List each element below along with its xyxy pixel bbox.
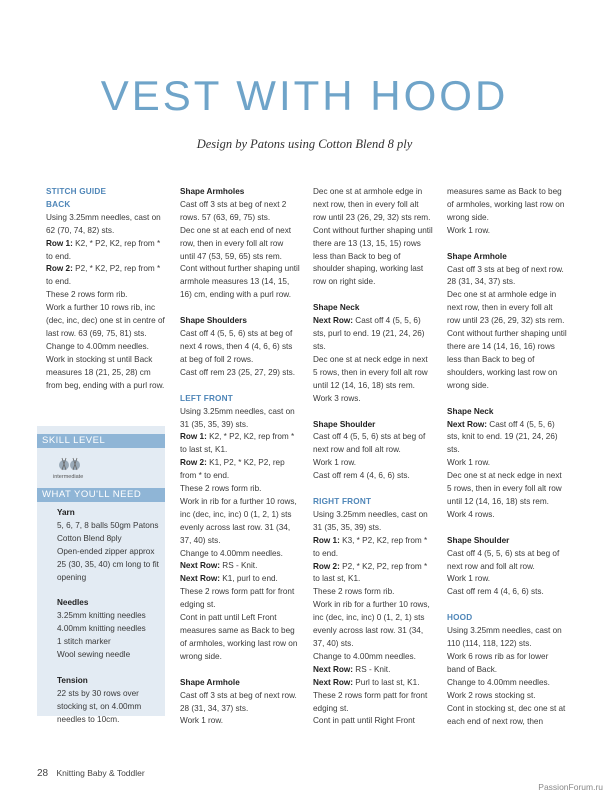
skill-value: intermediate [53,474,84,480]
row-instruction [313,561,433,587]
paragraph: Dec one st at neck edge in next 5 rows, then in every foll alt row until 12 (14, 16, 18) sts rem. [313,354,428,390]
row-instruction [313,677,433,690]
paragraph: Work in stocking st until Back measures 18 (21, 25, 28) cm from beg, ending with a purl row. [46,354,165,390]
section-heading: Shape Shoulder [447,535,510,545]
row-instruction [180,431,300,457]
right-front-heading: RIGHT FRONT [313,497,372,507]
paragraph: Cast off 3 sts at beg of next row. 28 (31, 34, 37) sts. [447,264,564,287]
paragraph: Cont without further shaping until there are 13 (13, 15, 15) rows less than Back to beg of shoulder shaping, working last row on right side. [313,225,433,287]
paragraph: These 2 rows form rib. [313,587,395,597]
paragraph: Change to 4.00mm needles. [447,677,550,687]
paragraph: Cast off 4 (5, 5, 6) sts at beg of next row and foll alt row. [447,548,560,571]
needles-item: 4.00mm knitting needles [57,624,146,634]
paragraph: Work 6 rows rib as for lower band of Back. [447,652,549,674]
page-subtitle: Design by Patons using Cotton Blend 8 ply [196,137,413,151]
row-label: Row 1: [46,238,73,248]
section-heading: Shape Neck [313,303,360,313]
needles-item: 1 stitch marker [57,637,111,647]
tension-text: 22 sts by 30 rows over stocking st, on 4.00mm needles to 10cm. [57,688,142,724]
section-heading: Shape Armhole [180,677,240,687]
row-label: Row 1: [180,432,207,442]
row-instruction [180,457,300,483]
paragraph: Work in rib for a further 10 rows, inc (dec, inc, inc) 0 (1, 2, 1) sts evenly across last row. 31 (34, 37, 40) sts. [180,496,297,545]
row-text: Cast off 4 (5, 5, 6) sts, purl to end. 19 (21, 24, 26) sts. [313,316,425,351]
paragraph: Work 2 rows stocking st. [447,690,536,700]
skill-level-band: SKILL LEVEL [37,434,165,448]
paragraph: Work 1 row. [447,225,491,235]
column-4 [447,186,567,728]
paragraph: Using 3.25mm needles, cast on 31 (35, 35, 39) sts. [180,406,295,429]
section-heading: Shape Shoulders [180,316,247,326]
paragraph: These 2 rows form patt for front edging st. [180,587,295,610]
row-text: K1, P2, * K2, P2, rep from * to end. [180,458,285,481]
page-number: 28 [37,768,49,779]
row-instruction [180,560,300,573]
paragraph: Cast off rem 23 (25, 27, 29) sts. [180,367,295,377]
row-instruction [46,263,166,289]
paragraph: Dec one st at neck edge in next 5 rows, then in every foll alt row until 12 (14, 16, 18) sts rem. [447,471,562,506]
paragraph: Work in rib for a further 10 rows, inc (dec, inc, inc) 0 (1, 2, 1) sts evenly across last row. 31 (34, 37, 40) sts. [313,600,430,648]
row-text: RS - Knit. [353,664,391,674]
paragraph: Work 1 row. [180,716,224,726]
paragraph: Cont in stocking st, dec one st at each end of next row, then [447,703,566,726]
paragraph: Using 3.25mm needles, cast on 31 (35, 35, 39) sts. [313,509,428,532]
row-label: Row 2: [180,458,207,468]
row-text: K3, * P2, K2, rep from * to end. [313,535,428,558]
needles-item: Wool sewing needle [57,650,131,660]
column-1 [46,186,166,393]
back-heading: BACK [46,199,71,209]
paragraph: Cont without further shaping until armhole measures 13 (14, 15, 16) cm, ending with a purl row. [180,264,300,300]
paragraph: Cast off 3 sts at beg of next row. 28 (31, 34, 37) sts. [180,690,297,713]
yarn-text: 5, 6, 7, 8 balls 50gm Patons Cotton Blend 8ply [57,520,159,543]
watermark: PassionForum.ru [538,782,603,792]
row-text: P2, * K2, P2, rep from * to end. [46,264,161,287]
row-instruction [447,419,567,458]
paragraph: Work 1 row. [313,458,357,468]
paragraph: Dec one st at armhole edge in next row, then in every foll alt row until 23 (26, 29, 32) sts rem. [313,187,431,222]
paragraph: Change to 4.00mm needles. [313,651,416,661]
row-label: Next Row: [447,419,488,429]
column-2 [180,186,300,728]
row-text: Purl to last st, K1. [353,677,420,687]
column-3 [313,186,433,728]
section-heading: Shape Neck [447,406,494,416]
paragraph: Cont in patt until Right Front [313,716,415,726]
row-label: Next Row: [180,561,221,571]
row-instruction [313,664,433,677]
row-text: RS - Knit. [220,561,258,571]
row-instruction [313,315,433,354]
row-text: K1, purl to end. [220,574,278,584]
paragraph: Cast off 4 (5, 5, 6) sts at beg of next 4 rows, then 4 (4, 6, 6) sts at beg of foll 2 rows. [180,329,293,364]
paragraph: Cast off rem 4 (4, 6, 6) sts. [447,587,544,597]
paragraph: Using 3.25mm needles, cast on 62 (70, 74, 82) sts. [46,212,161,235]
row-text: K2, * P2, K2, rep from * to end. [46,238,161,261]
paragraph: Cont without further shaping until there are 14 (14, 16, 16) rows less than Back to beg of shoulders, working last row on wrong side. [447,329,567,390]
row-instruction [313,535,433,561]
needles-heading: Needles [57,598,89,608]
zipper-text: Open-ended zipper approx 25 (30, 35, 40) cm long to fit opening [57,546,159,582]
tension-heading: Tension [57,675,88,685]
row-instruction [46,238,166,264]
paragraph: Work a further 10 rows rib, inc (dec, inc, dec) one st in centre of last row. 63 (69, 75, 81) sts. [46,303,165,338]
section-heading: Shape Armholes [180,187,245,196]
paragraph: Cast off 4 (5, 5, 6) sts at beg of next row and foll alt row. [313,432,426,455]
stitch-guide-heading: STITCH GUIDE [46,187,107,196]
row-label: Next Row: [313,316,354,326]
paragraph: Dec one st at armhole edge in next row, then in every foll alt row until 23 (26, 29, 32) sts rem. [447,290,565,326]
section-heading: Shape Shoulder [313,419,376,429]
row-label: Row 2: [313,561,340,571]
paragraph: Work 3 rows. [313,393,361,403]
paragraph: Cast off 3 sts at beg of next 2 rows. 57 (63, 69, 75) sts. [180,199,287,222]
paragraph: measures same as Back to beg of armholes, working last row on wrong side. [447,187,565,222]
paragraph: Work 1 row. [447,574,491,584]
page-title: VEST WITH HOOD [100,72,509,119]
paragraph: Cast off rem 4 (4, 6, 6) sts. [313,471,410,481]
paragraph: Work 4 rows. [447,509,495,519]
page-footer [37,768,145,779]
row-label: Row 1: [313,535,340,545]
row-text: Cast off 4 (5, 5, 6) sts, knit to end. 19 (21, 24, 26) sts. [447,419,558,455]
paragraph: Change to 4.00mm needles. [180,548,283,558]
row-instruction [180,573,300,586]
paragraph: Work 1 row. [447,458,491,468]
paragraph: These 2 rows form patt for front edging st. [313,690,428,713]
paragraph: Change to 4.00mm needles. [46,341,149,351]
row-label: Next Row: [180,574,221,584]
paragraph: These 2 rows form rib. [180,484,262,494]
yarn-heading: Yarn [57,508,75,517]
paragraph: Using 3.25mm needles, cast on 110 (114, 118, 122) sts. [447,626,562,649]
paragraph: Cont in patt until Left Front measures same as Back to beg of armholes, working last row on wrong side. [180,613,298,661]
paragraph: Dec one st at each end of next row, then in every foll alt row until 47 (53, 59, 65) sts rem. [180,225,292,261]
row-text: K2, * P2, K2, rep from * to last st, K1. [180,432,295,455]
needles-item: 3.25mm knitting needles [57,611,146,621]
what-you-need-list [57,507,161,727]
yarn-balls-icon [58,456,82,472]
left-front-heading: LEFT FRONT [180,393,233,403]
section-heading: Shape Armhole [447,251,507,261]
publication-name: Knitting Baby & Toddler [56,768,145,778]
what-you-need-band: WHAT YOU'LL NEED [37,488,165,502]
hood-heading: HOOD [447,613,473,623]
row-text: P2, * K2, P2, rep from * to last st, K1. [313,561,428,584]
row-label: Next Row: [313,677,354,687]
row-label: Next Row: [313,664,354,674]
row-label: Row 2: [46,264,73,274]
paragraph: These 2 rows form rib. [46,290,128,300]
